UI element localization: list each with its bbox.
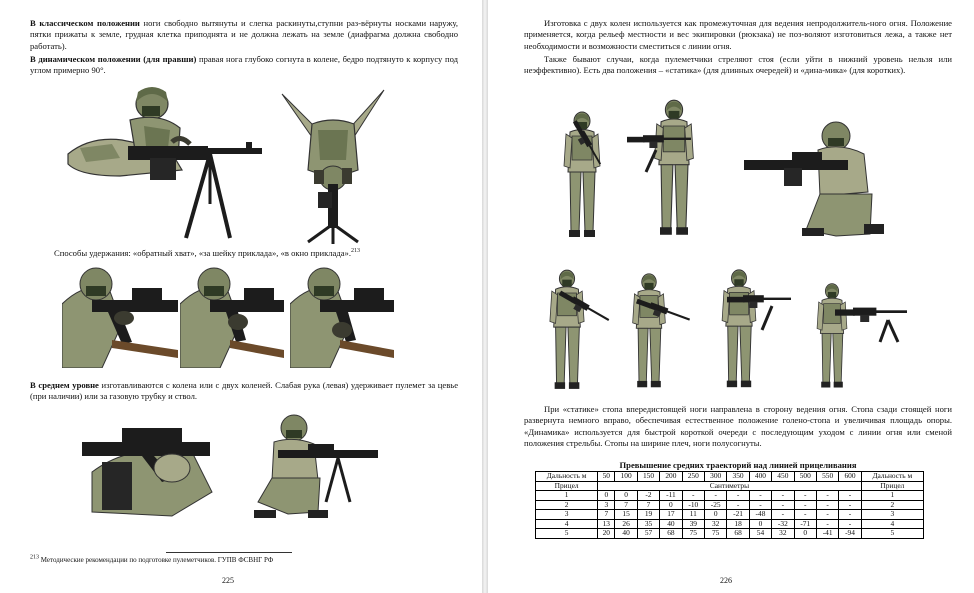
paragraph-lead: В среднем уровне	[30, 380, 99, 390]
value-cell: 7	[615, 500, 637, 510]
table-row	[536, 529, 924, 539]
sight-cell-right: 3	[861, 510, 923, 520]
footnote-reference: 213	[351, 248, 360, 255]
value-cell: 19	[637, 510, 659, 520]
value-cell: 3	[598, 500, 615, 510]
value-cell: 0	[660, 500, 682, 510]
value-cell: -	[839, 491, 861, 501]
value-cell: 7	[598, 510, 615, 520]
value-cell: -10	[682, 500, 704, 510]
range-label: Дальность м	[536, 472, 598, 482]
sight-cell: 1	[536, 491, 598, 501]
value-cell: -	[794, 510, 816, 520]
prone-gunner-top-view-illustration	[278, 80, 388, 245]
kneeling-gunner-illustration	[238, 412, 378, 522]
value-cell: -	[749, 500, 771, 510]
distance-cell: 350	[727, 472, 749, 482]
value-cell: 54	[749, 529, 771, 539]
crouching-gunner-illustration	[740, 112, 890, 242]
value-cell: -	[794, 491, 816, 501]
value-cell: -	[816, 500, 838, 510]
value-cell: -	[772, 491, 794, 501]
value-cell: 26	[615, 519, 637, 529]
standing-gunner-illustration	[552, 100, 622, 248]
value-cell: 40	[615, 529, 637, 539]
grip-stock-neck-illustration	[180, 264, 284, 368]
paragraph-static-dynamic: При «статике» стопа впередистоящей ноги направлена в сторону ведения огня. Стопа сзади стоящей ноги развернута немного вправо, обеспечивая естественное положение голено-стопа и увеличивая площадь опоры. «Динамика» используется для быстрой короткой очереди с последующим уходом с линии огня или сменой положения стрельбы. Стопы на ширине плеч, ноги полусогнуты.	[524, 404, 952, 449]
value-cell: -	[772, 510, 794, 520]
value-cell: 32	[772, 529, 794, 539]
value-cell: 32	[704, 519, 726, 529]
value-cell: 68	[727, 529, 749, 539]
value-cell: 7	[637, 500, 659, 510]
value-cell: -	[816, 519, 838, 529]
value-cell: -	[839, 500, 861, 510]
kneeling-gunner-closeup-illustration	[82, 412, 222, 522]
distance-cell: 600	[839, 472, 861, 482]
sight-cell: 2	[536, 500, 598, 510]
paragraph-lead: В классическом положении	[30, 18, 140, 28]
left-page	[0, 0, 482, 593]
table-units-row	[536, 481, 924, 491]
sight-cell: 5	[536, 529, 598, 539]
distance-cell: 250	[682, 472, 704, 482]
value-cell: -2	[637, 491, 659, 501]
table-title: Превышение средних траекторий над линией прицеливания	[619, 460, 857, 470]
sight-cell-right: 4	[861, 519, 923, 529]
value-cell: -	[816, 491, 838, 501]
footnote-number: 213	[30, 554, 39, 561]
value-cell: 0	[598, 491, 615, 501]
paragraph-text: ноги свободно вытянуты и слегка раскинуты,ступни раз-вёрнуты носками наружу, пятки прижаты к земле, грудная клетка приподнята и не должна лежать на земле (диафрагма должна свободно работать).	[30, 18, 458, 51]
distance-cell: 50	[598, 472, 615, 482]
value-cell: -25	[704, 500, 726, 510]
value-cell: 0	[794, 529, 816, 539]
value-cell: 0	[704, 510, 726, 520]
value-cell: -	[816, 510, 838, 520]
value-cell: -	[794, 500, 816, 510]
paragraph-middle-level	[30, 380, 458, 403]
sight-cell-right: 5	[861, 529, 923, 539]
walking-gunner-illustration	[626, 92, 722, 242]
range-label-right: Дальность м	[861, 472, 923, 482]
table-header-row	[536, 472, 924, 482]
page-number: 226	[720, 576, 732, 585]
standing-hip-fire-gunner-illustration	[702, 266, 794, 392]
distance-cell: 400	[749, 472, 771, 482]
prone-gunner-illustration	[60, 84, 275, 244]
page-number: 225	[222, 576, 234, 585]
value-cell: -	[727, 500, 749, 510]
paragraph-text: правая нога глубоко согнута в колене, бедро подтянуто к корпусу под углом примерно 90°.	[30, 54, 458, 76]
trajectory-table	[535, 471, 924, 539]
paragraph-classic-position	[30, 18, 458, 52]
distance-cell: 150	[637, 472, 659, 482]
table-row	[536, 491, 924, 501]
value-cell: -41	[816, 529, 838, 539]
value-cell: 68	[660, 529, 682, 539]
table-row	[536, 510, 924, 520]
value-cell: -	[772, 500, 794, 510]
distance-cell: 200	[660, 472, 682, 482]
footnote-separator	[166, 552, 292, 553]
footnote-text: Методические рекомендации по подготовке пулеметчиков. ГУПВ ФСВНГ РФ	[39, 556, 274, 564]
sight-cell: 3	[536, 510, 598, 520]
table-row	[536, 500, 924, 510]
sight-label: Прицел	[536, 481, 598, 491]
right-page	[488, 0, 974, 593]
value-cell: 39	[682, 519, 704, 529]
value-cell: -	[682, 491, 704, 501]
value-cell: 75	[704, 529, 726, 539]
paragraph-two-knees: Изготовка с двух колен используется как промежуточная для ведения непродолжитель-ного огня. Положение применяется, когда рельеф местности и вес экипировки (рюкзака) не поз-воляют изготовиться лежа, а также нет необходимости и возможности сместиться с линии огня.	[524, 18, 952, 51]
distance-cell: 300	[704, 472, 726, 482]
value-cell: -21	[727, 510, 749, 520]
value-cell: 13	[598, 519, 615, 529]
value-cell: -	[727, 491, 749, 501]
footnote	[30, 556, 470, 565]
grip-stock-window-illustration	[290, 264, 394, 368]
paragraph-dynamic-position	[30, 54, 458, 77]
sight-cell-right: 1	[861, 491, 923, 501]
standing-shoulder-fire-gunner-illustration	[806, 280, 916, 392]
value-cell: 18	[727, 519, 749, 529]
distance-cell: 550	[816, 472, 838, 482]
grip-reverse-illustration	[62, 264, 178, 368]
table-row	[536, 519, 924, 529]
value-cell: -	[704, 491, 726, 501]
value-cell: 0	[749, 519, 771, 529]
value-cell: 75	[682, 529, 704, 539]
value-cell: 17	[660, 510, 682, 520]
value-cell: 11	[682, 510, 704, 520]
value-cell: -	[749, 491, 771, 501]
value-cell: -11	[660, 491, 682, 501]
value-cell: -32	[772, 519, 794, 529]
paragraph-lead: В динамическом положении (для правши)	[30, 54, 197, 64]
standing-dynamic-gunner-illustration	[616, 270, 696, 392]
value-cell: 20	[598, 529, 615, 539]
value-cell: -94	[839, 529, 861, 539]
sight-cell: 4	[536, 519, 598, 529]
sight-cell-right: 2	[861, 500, 923, 510]
value-cell: 15	[615, 510, 637, 520]
value-cell: 57	[637, 529, 659, 539]
paragraph-text: изготавливаются с колена или с двух коленей. Слабая рука (левая) удерживает пулемет за цевье (при наличии) или за газовую трубку и ствол.	[30, 380, 459, 402]
value-cell: -71	[794, 519, 816, 529]
distance-cell: 450	[772, 472, 794, 482]
value-cell: -	[839, 519, 861, 529]
value-cell: 40	[660, 519, 682, 529]
value-cell: 0	[615, 491, 637, 501]
value-cell: 35	[637, 519, 659, 529]
grips-caption	[54, 248, 474, 259]
caption-text: Способы удержания: «обратный хват», «за шейку приклада», «в окно приклада».	[54, 248, 351, 258]
distance-cell: 100	[615, 472, 637, 482]
sight-label-right: Прицел	[861, 481, 923, 491]
paragraph-standing: Также бывают случаи, когда пулеметчики стреляют стоя (если уйти в нижний уровень нельзя или неэффективно). Есть два положения – «статика» (для длинных очередей) и «дина-мика» (для коротких).	[524, 54, 952, 76]
units-label: Сантиметры	[598, 481, 862, 491]
distance-cell: 500	[794, 472, 816, 482]
standing-static-gunner-illustration	[538, 266, 618, 394]
value-cell: -48	[749, 510, 771, 520]
value-cell: -	[839, 510, 861, 520]
